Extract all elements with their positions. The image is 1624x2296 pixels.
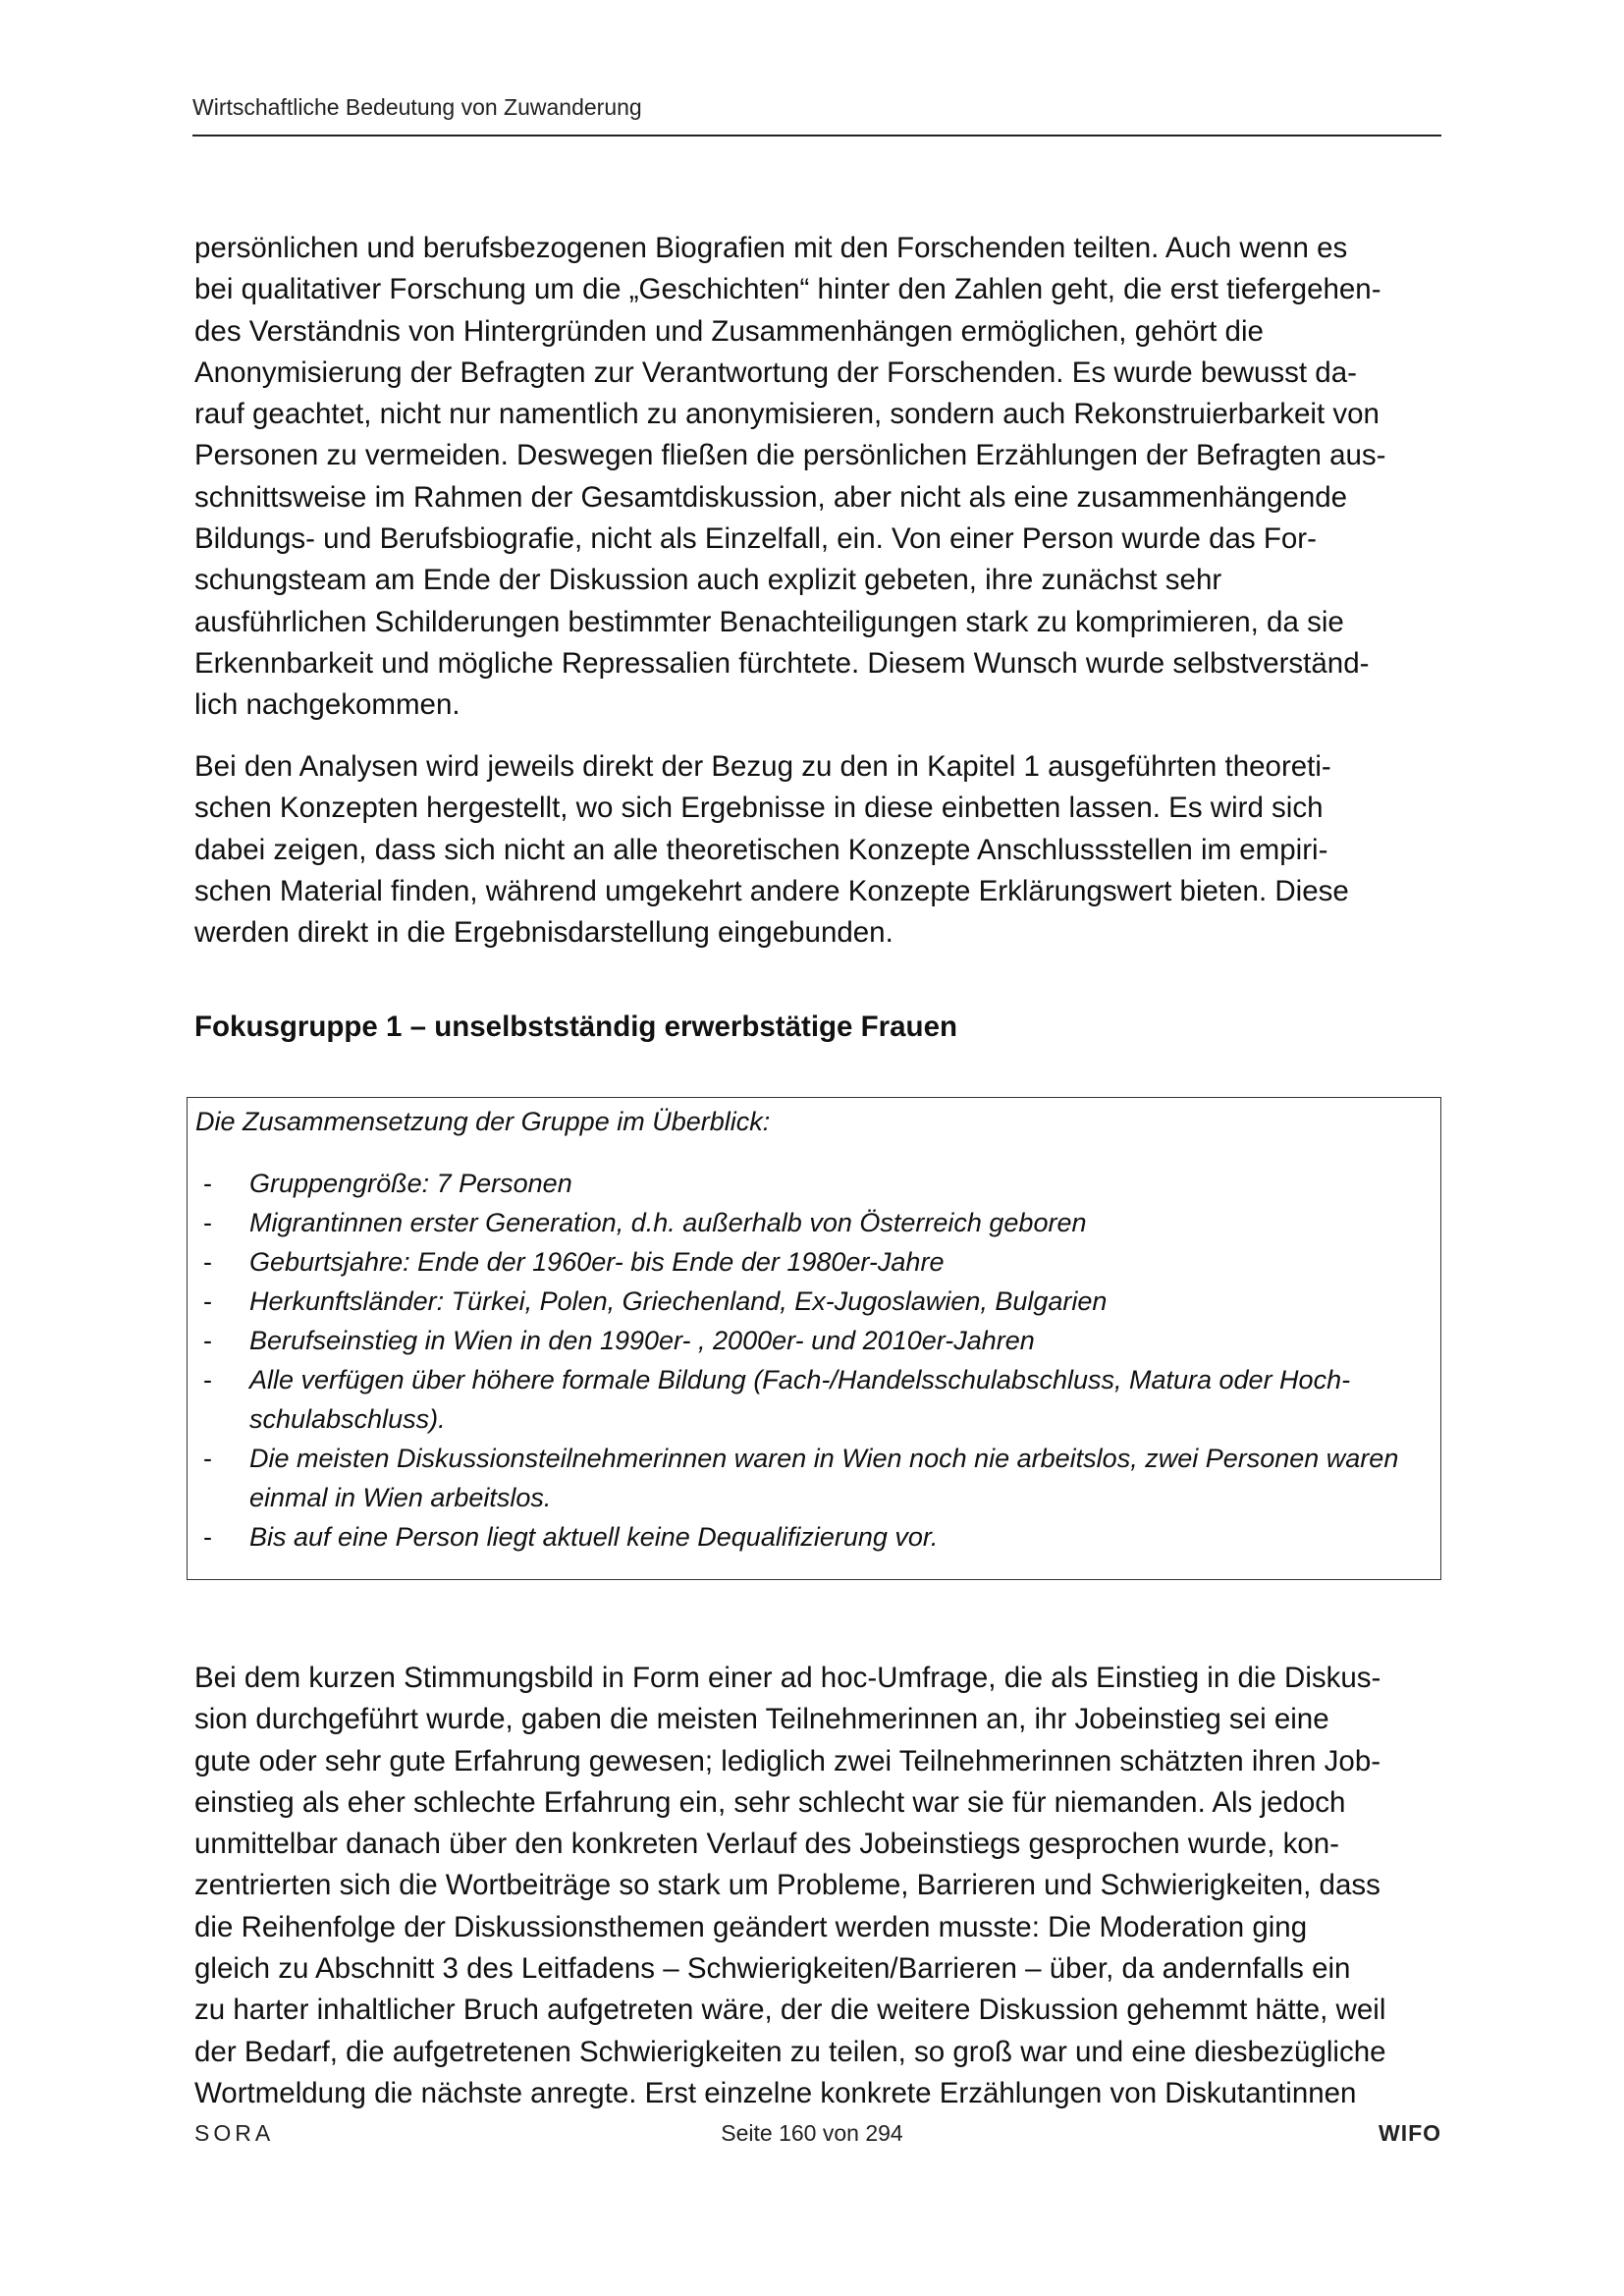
paragraph-line: schungsteam am Ende der Diskussion auch explizit gebeten, ihre zunächst sehr bbox=[194, 564, 1222, 597]
paragraph-line: schnittsweise im Rahmen der Gesamtdiskussion, aber nicht als eine zusammenhängende bbox=[194, 480, 1348, 514]
body-paragraph-2 bbox=[194, 746, 1439, 954]
list-item-text: Berufseinstieg in Wien in den 1990er- , 2000er- und 2010er-Jahren bbox=[249, 1326, 1035, 1355]
overview-box-title: Die Zusammensetzung der Gruppe im Überblick: bbox=[195, 1107, 771, 1136]
list-item-text: einmal in Wien arbeitslos. bbox=[249, 1483, 552, 1512]
list-item bbox=[195, 1321, 1433, 1360]
paragraph-line: Bildungs- und Berufsbiografie, nicht als Einzelfall, ein. Von einer Person wurde das For- bbox=[194, 522, 1317, 556]
list-item bbox=[195, 1203, 1433, 1242]
overview-list bbox=[195, 1164, 1433, 1557]
list-item bbox=[195, 1282, 1433, 1321]
list-item bbox=[195, 1360, 1433, 1439]
page-header bbox=[192, 94, 1441, 137]
list-item-text: Gruppengröße: 7 Personen bbox=[249, 1169, 572, 1198]
list-item-text: Herkunftsländer: Türkei, Polen, Griechenland, Ex-Jugoslawien, Bulgarien bbox=[249, 1286, 1108, 1316]
dash-bullet: - bbox=[203, 1444, 212, 1473]
paragraph-line: der Bedarf, die aufgetretenen Schwierigkeiten zu teilen, so groß war und eine diesbezügliche bbox=[194, 2035, 1386, 2068]
paragraph-line: des Verständnis von Hintergründen und Zusammenhängen ermöglichen, gehört die bbox=[194, 314, 1264, 348]
header-title: Wirtschaftliche Bedeutung von Zuwanderung bbox=[192, 94, 642, 120]
paragraph-line: Bei dem kurzen Stimmungsbild in Form einer ad hoc-Umfrage, die als Einstieg in die Diskus- bbox=[194, 1662, 1381, 1694]
dash-bullet: - bbox=[203, 1169, 212, 1198]
dash-bullet: - bbox=[203, 1208, 212, 1237]
paragraph-line: werden direkt in die Ergebnisdarstellung eingebunden. bbox=[194, 916, 893, 950]
paragraph-line: rauf geachtet, nicht nur namentlich zu anonymisieren, sondern auch Rekonstruierbarkeit von bbox=[194, 398, 1380, 431]
footer-sora-logo: SORA bbox=[194, 2120, 275, 2146]
dash-bullet: - bbox=[203, 1247, 212, 1277]
list-item bbox=[195, 1164, 1433, 1203]
list-item bbox=[195, 1439, 1433, 1517]
list-item-text: Die meisten Diskussionsteilnehmerinnen waren in Wien noch nie arbeitslos, zwei Personen waren bbox=[249, 1444, 1399, 1473]
body-paragraph-3 bbox=[194, 1658, 1439, 2114]
paragraph-line: unmittelbar danach über den konkreten Verlauf des Jobeinstiegs gesprochen wurde, kon- bbox=[194, 1828, 1339, 1861]
paragraph-line: sion durchgeführt wurde, gaben die meisten Teilnehmerinnen an, ihr Jobeinstieg sei eine bbox=[194, 1703, 1329, 1736]
paragraph-line: gleich zu Abschnitt 3 des Leitfadens – Schwierigkeiten/Barrieren – über, da andernfalls ein bbox=[194, 1952, 1351, 1986]
paragraph-line: Anonymisierung der Befragten zur Verantwortung der Forschenden. Es wurde bewusst da- bbox=[194, 355, 1357, 389]
footer-wifo-logo: WIFO bbox=[1379, 2120, 1442, 2146]
list-item-text: Alle verfügen über höhere formale Bildung (Fach-/Handelsschulabschluss, Matura oder Hoch- bbox=[249, 1365, 1351, 1394]
section-heading: Fokusgruppe 1 – unselbstständig erwerbstätige Frauen bbox=[194, 1011, 957, 1043]
paragraph-line: Erkennbarkeit und mögliche Repressalien fürchtete. Diesem Wunsch wurde selbstverständ- bbox=[194, 646, 1370, 680]
paragraph-line: Wortmeldung die nächste anregte. Erst einzelne konkrete Erzählungen von Diskutantinnen bbox=[194, 2076, 1357, 2109]
group-overview-box bbox=[187, 1097, 1441, 1580]
list-item bbox=[195, 1242, 1433, 1282]
paragraph-line: gute oder sehr gute Erfahrung gewesen; lediglich zwei Teilnehmerinnen schätzten ihren Job- bbox=[194, 1744, 1381, 1777]
paragraph-line: die Reihenfolge der Diskussionsthemen geändert werden musste: Die Moderation ging bbox=[194, 1910, 1308, 1943]
paragraph-line: Personen zu vermeiden. Deswegen fließen die persönlichen Erzählungen der Befragten aus- bbox=[194, 439, 1386, 472]
list-item-text: Bis auf eine Person liegt aktuell keine Dequalifizierung vor. bbox=[249, 1522, 939, 1552]
paragraph-text bbox=[194, 746, 1439, 954]
list-item-text: Migrantinnen erster Generation, d.h. außerhalb von Österreich geboren bbox=[249, 1208, 1087, 1237]
paragraph-line: lich nachgekommen. bbox=[194, 688, 460, 722]
dash-bullet: - bbox=[203, 1522, 212, 1552]
paragraph-line: schen Konzepten hergestellt, wo sich Ergebnisse in diese einbetten lassen. Es wird sich bbox=[194, 792, 1324, 825]
list-item-text: Geburtsjahre: Ende der 1960er- bis Ende der 1980er-Jahre bbox=[249, 1247, 945, 1277]
list-item-text: schulabschluss). bbox=[249, 1404, 446, 1434]
paragraph-line: bei qualitativer Forschung um die „Geschichten“ hinter den Zahlen geht, die erst tiefergehen- bbox=[194, 273, 1381, 306]
body-paragraph-1 bbox=[194, 228, 1439, 727]
paragraph-line: einstieg als eher schlechte Erfahrung ein, sehr schlecht war sie für niemanden. Als jedoch bbox=[194, 1785, 1346, 1819]
paragraph-line: Bei den Analysen wird jeweils direkt der Bezug zu den in Kapitel 1 ausgeführten theoreti- bbox=[194, 750, 1331, 783]
paragraph-line: zentrierten sich die Wortbeiträge so stark um Probleme, Barrieren und Schwierigkeiten, dass bbox=[194, 1869, 1380, 1902]
footer-page-number: Seite 160 von 294 bbox=[721, 2120, 903, 2146]
paragraph-line: zu harter inhaltlicher Bruch aufgetreten wäre, der die weitere Diskussion gehemmt hätte, weil bbox=[194, 1994, 1386, 2027]
paragraph-line: schen Material finden, während umgekehrt andere Konzepte Erklärungswert bieten. Diese bbox=[194, 874, 1349, 907]
paragraph-text bbox=[194, 228, 1439, 727]
paragraph-line: dabei zeigen, dass sich nicht an alle theoretischen Konzepte Anschlussstellen im empiri- bbox=[194, 833, 1328, 866]
dash-bullet: - bbox=[203, 1286, 212, 1316]
paragraph-line: persönlichen und berufsbezogenen Biografien mit den Forschenden teilten. Auch wenn es bbox=[194, 232, 1348, 264]
paragraph-text bbox=[194, 1658, 1439, 2114]
dash-bullet: - bbox=[203, 1365, 212, 1394]
dash-bullet: - bbox=[203, 1326, 212, 1355]
paragraph-line: ausführlichen Schilderungen bestimmter Benachteiligungen stark zu komprimieren, da sie bbox=[194, 605, 1344, 638]
list-item bbox=[195, 1517, 1433, 1557]
